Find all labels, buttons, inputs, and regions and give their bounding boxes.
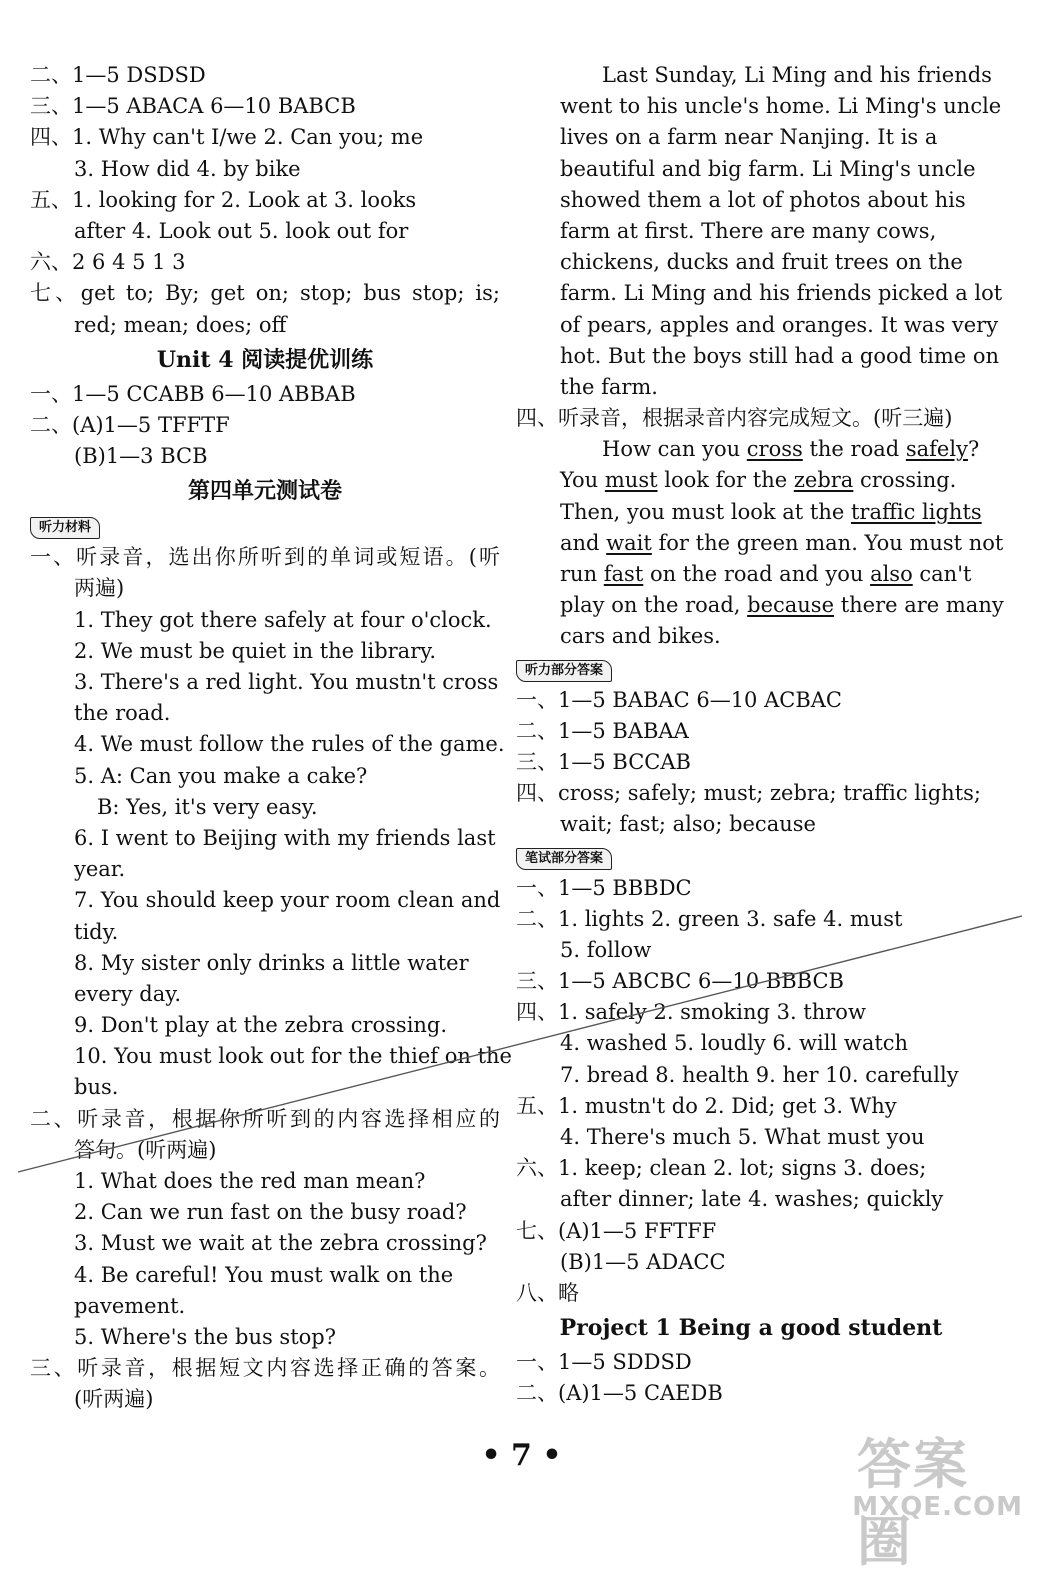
text-segment: You: [560, 468, 605, 493]
section-heading: Project 1 Being a good student: [559, 1315, 943, 1342]
text-line: farm at first. There are many cows,: [560, 218, 937, 243]
text-line: 二、1. lights 2. green 3. safe 4. must: [516, 906, 903, 931]
text-line: 2. We must be quiet in the library.: [74, 638, 436, 663]
text-line: 四、1. Why can't I/we 2. Can you; me: [30, 125, 424, 150]
text-line: (听两遍): [74, 1387, 154, 1412]
text-segment: the road: [802, 437, 906, 462]
text-line: beautiful and big farm. Li Ming's uncle: [560, 156, 976, 181]
text-line: 五、1. looking for 2. Look at 3. looks: [30, 187, 417, 212]
text-line: of pears, apples and oranges. It was very: [560, 312, 999, 337]
text-line: every day.: [74, 981, 182, 1006]
text-segment: crossing.: [853, 468, 957, 493]
text-line: 二、听录音，根据你所听到的内容选择相应的: [30, 1106, 500, 1131]
text-segment: on the road and you: [643, 562, 871, 586]
text-line: B: Yes, it's very easy.: [97, 794, 318, 819]
text-line: lives on a farm near Nanjing. It is a: [560, 125, 938, 150]
text-segment: How can you: [602, 437, 747, 462]
blank-answer: traffic lights: [850, 499, 982, 524]
text-segment: there are many: [834, 593, 1004, 618]
section-heading: Unit 4 阅读提优训练: [156, 346, 374, 373]
text-line: 一、1—5 BBBDC: [516, 875, 692, 900]
text-line: 三、1—5 ABACA 6—10 BABCB: [30, 94, 356, 119]
text-line: red; mean; does; off: [74, 312, 287, 337]
blank-answer: wait: [606, 530, 652, 555]
text-line: 4. We must follow the rules of the game.: [74, 732, 505, 757]
text-line: (B)1—3 BCB: [74, 444, 208, 469]
text-line: 二、(A)1—5 CAEDB: [516, 1381, 723, 1406]
text-line: after dinner; late 4. washes; quickly: [560, 1187, 944, 1212]
text-line: farm. Li Ming and his friends picked a lot: [560, 281, 1003, 306]
text-line: 5. A: Can you make a cake?: [74, 763, 368, 788]
text-line: 四、cross; safely; must; zebra; traffic lights;: [516, 781, 981, 806]
section-tag-label: 听力部分答案: [516, 660, 612, 682]
text-line: 七、(A)1—5 FFTFF: [516, 1218, 717, 1243]
blank-answer: also: [870, 562, 913, 586]
text-line: 7. bread 8. health 9. her 10. carefully: [560, 1062, 959, 1087]
text-line: 三、1—5 ABCBC 6—10 BBBCB: [516, 969, 844, 994]
text-line: bus.: [74, 1075, 119, 1100]
text-line: 6. I went to Beijing with my friends last: [74, 825, 496, 850]
text-line: 8. My sister only drinks a little water: [74, 950, 469, 975]
text-line: 一、1—5 CCABB 6—10 ABBAB: [30, 381, 356, 406]
text-line: 2. Can we run fast on the busy road?: [74, 1200, 467, 1225]
watermark-url: MXQE.COM: [852, 1492, 1023, 1522]
text-line: 二、(A)1—5 TFFTF: [30, 412, 230, 437]
text-line: 9. Don't play at the zebra crossing.: [74, 1013, 448, 1038]
text-line: 五、1. mustn't do 2. Did; get 3. Why: [516, 1093, 897, 1118]
text-segment: play on the road,: [560, 593, 748, 618]
section-heading: 第四单元测试卷: [187, 478, 342, 505]
text-line: 10. You must look out for the thief on the: [74, 1044, 512, 1069]
text-line: 六、2 6 4 5 1 3: [30, 250, 186, 275]
blank-answer: must: [604, 468, 658, 493]
watermark-logo: [852, 1416, 1027, 1573]
text-line: year.: [74, 857, 126, 882]
text-line: cars and bikes.: [560, 624, 721, 649]
text-line: tidy.: [74, 919, 119, 944]
blank-answer: zebra: [793, 468, 854, 493]
text-line: 四、1. safely 2. smoking 3. throw: [516, 1000, 866, 1025]
text-segment: look for the: [657, 468, 794, 493]
text-segment: for the green man. You must not: [651, 530, 1004, 555]
text-line: Last Sunday, Li Ming and his friends: [602, 63, 992, 87]
text-line: 八、略: [516, 1280, 579, 1305]
text-segment: Then, you must look at the: [560, 499, 851, 524]
text-line: 4. There's much 5. What must you: [560, 1125, 925, 1149]
text-line: 一、听录音，选出你所听到的单词或短语。(听: [30, 545, 500, 570]
text-line: 3. How did 4. by bike: [74, 156, 301, 181]
section-tag-label: 听力材料: [30, 517, 100, 539]
text-line: went to his uncle's home. Li Ming's uncle: [560, 94, 1002, 119]
text-segment: run: [560, 562, 604, 586]
text-line: pavement.: [74, 1293, 186, 1318]
text-line: 一、1—5 BABAC 6—10 ACBAC: [516, 687, 842, 712]
section-tag-label: 笔试部分答案: [516, 848, 612, 870]
text-line: 3. Must we wait at the zebra crossing?: [74, 1231, 487, 1256]
text-line: 二、1—5 BABAA: [516, 718, 689, 743]
text-line: 5. follow: [560, 937, 652, 962]
text-line: 三、听录音，根据短文内容选择正确的答案。: [30, 1356, 500, 1381]
text-line: 三、1—5 BCCAB: [516, 749, 691, 774]
blank-answer: cross: [746, 437, 803, 462]
text-line: showed them a lot of photos about his: [560, 187, 966, 212]
text-line: 4. washed 5. loudly 6. will watch: [560, 1031, 909, 1056]
text-line: 5. Where's the bus stop?: [74, 1324, 336, 1349]
blank-answer: safely: [905, 437, 968, 462]
text-line: 两遍): [74, 576, 125, 601]
text-line: 7. You should keep your room clean and: [74, 888, 501, 913]
blank-answer: because: [747, 593, 835, 618]
text-segment: ?: [967, 437, 980, 462]
text-line: 1. They got there safely at four o'clock.: [74, 607, 492, 632]
text-line: 1. What does the red man mean?: [74, 1169, 426, 1193]
text-line: wait; fast; also; because: [560, 812, 816, 837]
text-line: 4. Be careful! You must walk on the: [74, 1262, 454, 1287]
page-number: • 7 •: [481, 1438, 562, 1473]
text-line: 六、1. keep; clean 2. lot; signs 3. does;: [516, 1156, 927, 1181]
text-line: 二、1—5 DSDSD: [30, 63, 206, 87]
watermark-text: 答案圈: [857, 1433, 969, 1573]
text-segment: and: [560, 530, 607, 555]
text-line: after 4. Look out 5. look out for: [74, 218, 409, 243]
text-line: hot. But the boys still had a good time on: [560, 343, 1000, 368]
text-line: chickens, ducks and fruit trees on the: [560, 250, 963, 275]
blank-answer: fast: [603, 562, 644, 586]
text-line: 七、get to; By; get on; stop; bus stop; is;: [30, 281, 500, 306]
text-line: 3. There's a red light. You mustn't cross: [74, 670, 499, 694]
text-line: (B)1—5 ADACC: [560, 1249, 726, 1274]
text-line: 一、1—5 SDDSD: [516, 1350, 692, 1375]
text-line: 答句。(听两遍): [74, 1137, 217, 1162]
text-line: the road.: [74, 701, 171, 726]
text-line: 四、听录音，根据录音内容完成短文。(听三遍): [516, 406, 953, 431]
text-segment: can't: [912, 562, 972, 586]
text-line: the farm.: [560, 374, 658, 399]
